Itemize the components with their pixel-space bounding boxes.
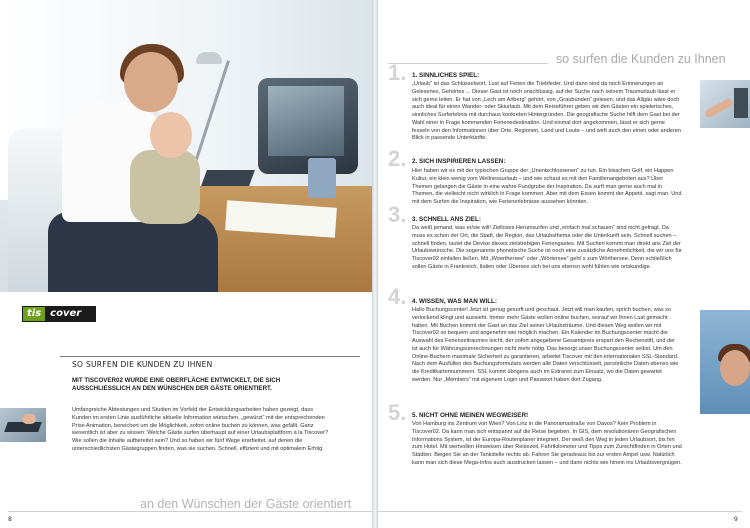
photo-child-head	[150, 112, 192, 158]
section-body-1: „Urlaub“ ist das Schlüsselwort. Lust auf Ferien die Triebfeder. Und dann sind da noch Erinnerungen an Gelesenes, Gehörtes ... Dieser Gast ist noch unschlüssig, auf der Suche nach seinem Traumurlaub lässt er sich gerne leiten. Er hat von „Lech am Arlberg“ gehört, von „Graubünden“ gelesen, und das Allgäu wäre doch auch ideal für einen Wander- oder Skiurlaub. Mit dem Reiseführer geben wir den Gästen ein spielerisches, sinnliches Surferlebnis mit durchaus konkreten Hintergründen. Die geografische Suche hilft dem Gast bei der Wahl einer in Frage kommenden Ferienedestination. Und einmal dort angekommen, lässt er sich gerne fesseln von den Informationen über Orte, Regionen, Land und Leute – und wirft auch den einen oder anderen Blick in passende Unterkünfte.	[412, 81, 681, 142]
section-heading: SO SURFEN DIE KUNDEN ZU IHNEN	[72, 360, 213, 369]
logo-cover: cover	[45, 307, 95, 321]
left-page	[0, 0, 372, 528]
thumbnail-woman-portrait	[700, 310, 750, 414]
thumbnail-keyboard	[4, 422, 42, 432]
section-title-3: 3. SCHNELL ANS ZIEL:	[412, 216, 481, 223]
section-number-3: 3.	[388, 202, 407, 227]
hero-photo-mother-child-computer	[0, 0, 372, 292]
section-body-5: Von Hamburg ins Zentrum von Wien? Von Linz in die Panoramastraße von Davos? Kein Problem in Tiscover02. Da kann man sich entspannt auf die Reise begeben. In GIS, dem revolutionären Geografischen Informations System, ist der Europa-Routenplaner integriert. Der weiß den Weg in jeden Urlaubsort, bis hin zum Hotel. Mit wertvollen Hinweisen über Reisezeit, Fahrtkilometer und Tipps zum Zurechtfinden in Orten und Städten: Biegen Sie an der Tankstelle rechts ab. Fahren Sie geradeaus bis zur ersten Ampel usw. Natürlich kann man sich diese Mega-Infos auch ausdrucken lassen – und dann nichts wie hinein ins Urlaubsvergnügen.	[412, 421, 682, 466]
photo-woman-head	[124, 52, 178, 112]
section-title-4: 4. WISSEN, WAS MAN WILL:	[412, 298, 498, 305]
photo-pen-cup	[308, 158, 336, 198]
section-number-2: 2.	[388, 146, 407, 171]
thumbnail-pointing-photo	[700, 80, 750, 128]
photo-monitor-screen	[268, 86, 344, 156]
section-body-3: Da weiß jemand, was er/sie will! Zielloses Herumsurfen und „einfach mal schauen“ sind nicht gefragt. Da muss es schon der Ort, die Stadt, die Region, das Urlaubsthema oder die Unterkunft sein. Schnell suchen – schnell finden, lautet die Devise dieses zielstrebigen Feriengastes. Mit Suchen kommt man direkt ans Ziel der Urlaubswünsche. Die sogenannte phonetische Suche ist noch eine zusätzliche Annehmlichkeit, die wir uns für Tiscover02 einfallen ließen. Mit „Woerthersee“ oder „Wörtersee“ geht´s zum Wörthersee. Denn schließlich sollen Gäste in Frankreich, Italien oder Übersee sich bei uns ebenso wohl fühlen wie ortskundige.	[412, 225, 682, 270]
heading-rule	[60, 356, 360, 357]
footer-rule	[378, 511, 742, 512]
section-number-1: 1.	[388, 60, 407, 85]
section-body-2: Hier haben wir es mit der typischen Gruppe der „Unentschlossenen“ zu tun. Ein bisschen Golf, ein Happen Kultur, ein klein wenig vom Wellnessurlaub – und wie schaut es mit den Familienangeboten aus? Über Themen gelangen die Gäste in eine wahre Fundgrube der Inspiration. Da surft man gerne auch mal in Themen, die vielleicht nicht wirklich in Frage kommen. Aber mit dem Essen kommt der Appetit, sagt man. Und mit dem Surfen die Inspiration, wie Ferienerlebnisse aussehen könnten.	[412, 168, 682, 205]
section-number-5: 5.	[388, 400, 407, 425]
thumbnail-keyboard-photo	[0, 408, 46, 442]
section-title-5: 5. NICHT OHNE MEINEN WEGWEISER!	[412, 412, 529, 419]
tiscover-logo	[22, 306, 96, 322]
title-rule	[388, 63, 548, 64]
page-number: 8	[8, 516, 12, 523]
thumbnail-screen	[734, 88, 748, 118]
page-title: so surfen die Kunden zu Ihnen	[556, 52, 726, 66]
section-title-2: 2. SICH INSPIRIEREN LASSEN:	[412, 158, 506, 165]
photo-keyboard	[201, 170, 255, 186]
section-number-4: 4.	[388, 284, 407, 309]
logo-tis: tis	[23, 307, 45, 321]
page-tagline: an den Wünschen der Gäste orientiert	[140, 497, 352, 511]
thumbnail-face	[720, 350, 750, 386]
section-title-1: 1. SINNLICHES SPIEL:	[412, 72, 480, 79]
page-number: 9	[734, 516, 738, 523]
thumbnail-hand	[22, 414, 36, 424]
photo-woman-legs	[48, 212, 218, 292]
footer-rule	[8, 511, 372, 512]
lead-paragraph: MIT TISCOVER02 WURDE EINE OBERFLÄCHE ENTWICKELT, DIE SICH AUSSCHLIESSLICH AN DEN WÜNSCHEN DER GÄSTE ORIENTIERT.	[72, 377, 281, 393]
thumbnail-arm	[704, 97, 734, 118]
right-page	[378, 0, 750, 528]
section-body-4: Hallo Buchungscenter! Jetzt ist genug gesurft und geschaut. Jetzt will man kaufen, sprich buchen, was so verlockend klingt und aussieht. Immer mehr Gäste wollen online buchen, worauf wir Ihnen Lust gemacht haben. Mit Buchen kommt der Gast an das Ziel seiner Urlaubsträume. Und diesen Weg wollen wir mit Tiscover02 so bequem und angenehm wie möglich machen. Ein Kalender im Buchungscenter macht die Auswahl des Ferienzeitraumes leicht, der sofort angegebene Gesamtpreis erspart den Rechenstift, und der ist auch für Währungsumrechnungen nicht mehr nötig. Das besorgt unser Buchungscenter selbst. Um den Online-Buchern maximale Sicherheit zu garantieren, arbeitet Tiscover mit den internationalen SSL-Standard. Nach dem Ausfüllen des Buchungsformulars werden alle Daten verschlüsselt, persönliche Daten ebenso wie die Kreditkartennummern. SSL kommt übrigens auch im Extranet zum Einsatz, wo die Daten gewartet werden. Nur „Members“ mit eigenem Login und Passwort haben dort Zugang.	[412, 307, 679, 383]
body-paragraph: Umfangreiche Abtestungen und Studien im Vorfeld der Entwicklungsarbeiten haben gezeigt, dass Kunden im ersten Linie ausführliche aktuelle Information wünschen, „gewürzt“ mit der entsprechenden Prise Animation, bereichert um die Möglichkeit, sofort online buchen zu können, was gefällt. Ganz wesentlich ist aber zu wissen: Welche Gäste surfen überhaupt auf einer Urlaubsplattform à la Tiscover? Wie sollen die Inhalte aufbereitet sein? Und so haben wir fünf Wege erarbeitet, auf denen die unterschiedlichsten Gästegruppen finden, was sie suchen. Schnell, effizient und mit optimalem Erfolg.	[72, 407, 329, 452]
photo-child-body	[130, 150, 200, 224]
photo-lamp-head	[196, 52, 222, 64]
